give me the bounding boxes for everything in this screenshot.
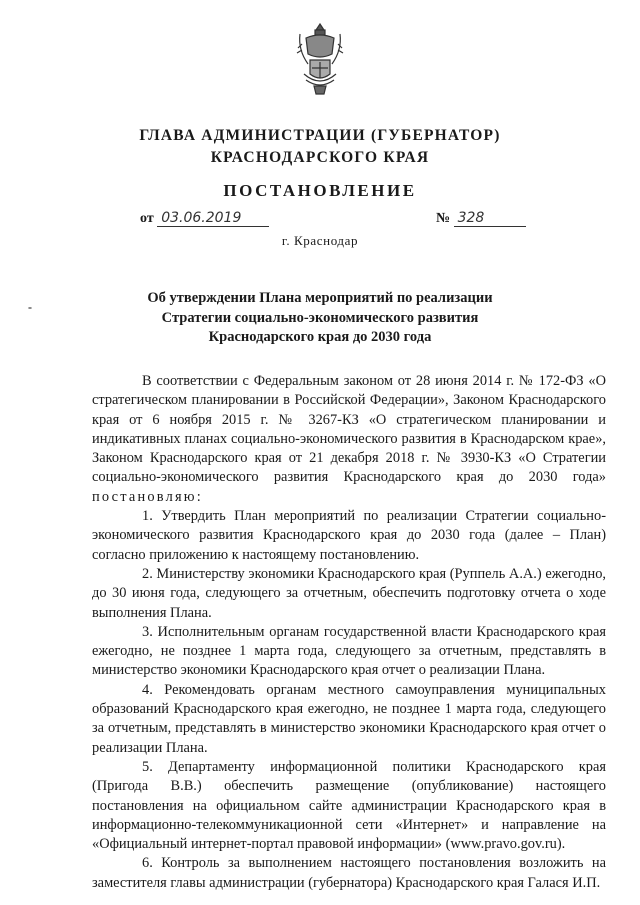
document-body (92, 372, 606, 893)
title-line1: Об утверждении Плана мероприятий по реализации (147, 290, 493, 306)
number-row (436, 210, 526, 227)
city-name: г. Краснодар (281, 233, 359, 248)
issuer-title-line1: ГЛАВА АДМИНИСТРАЦИИ (ГУБЕРНАТОР) (139, 127, 501, 144)
item-5: 5. Департаменту информационной политики Краснодарского края (Пригода В.В.) обеспечить размещение (опубликование) настоящего постановления на официальном сайте администрации Краснодарского края в информационно-телекоммуникационной сети «Интернет» и направление на «Официальный интернет-портал правовой информации» (www.pravo.gov.ru). (92, 758, 606, 853)
item-6: 6. Контроль за выполнением настоящего постановления возложить на заместителя главы администрации (губернатора) Краснодарского края Галася И.П. (92, 855, 606, 891)
item-3: 3. Исполнительным органам государственной власти Краснодарского края ежегодно, не позднее 1 марта года, следующего за отчетным, представлять в министерство экономики Краснодарского края отчет о реализации Плана. (92, 623, 606, 679)
coat-of-arms-emblem (296, 20, 344, 100)
title-line2: Стратегии социально-экономического развития (161, 309, 479, 326)
preamble-paragraph (92, 372, 606, 507)
margin-dash-mark: - (28, 300, 32, 314)
handwritten-number: 328 (454, 210, 526, 227)
document-type: ПОСТАНОВЛЕНИЕ (223, 181, 417, 200)
preamble-text: В соответствии с Федеральным законом от 28 июня 2014 г. № 172-ФЗ «О стратегическом планировании в Российской Федерации», Законом Краснодарского края от 6 ноября 2015 г. № 3267-КЗ «О стратегическом планировании и индикативных планах социально-экономического развития в Краснодарском крае», Законом Краснодарского края от 21 декабря 2018 г. № 3930-КЗ «О Стратегии социально-экономического развития Краснодарского края до 2030 года» (92, 373, 606, 486)
number-prefix: № (436, 211, 451, 226)
item-2: 2. Министерству экономики Краснодарского края (Руппель А.А.) ежегодно, до 30 июня года, следующего за отчетным, обеспечить подготовку отчета о ходе выполнения Плана. (92, 565, 606, 621)
document-title (0, 289, 640, 348)
item-4: 4. Рекомендовать органам местного самоуправления муниципальных образований Краснодарского края ежегодно, не позднее 1 марта года, следующего за отчетным, представлять в министерство экономики Краснодарского края отчет о реализации Плана. (92, 681, 606, 756)
decree-word: постановляю: (92, 488, 203, 505)
issuer-title-line2: КРАСНОДАРСКОГО КРАЯ (210, 149, 430, 166)
title-line3: Краснодарского края до 2030 года (208, 329, 432, 345)
item-1: 1. Утвердить План мероприятий по реализации Стратегии социально-экономического развития Краснодарского края до 2030 года (далее – План) согласно приложению к настоящему постановлению. (92, 508, 606, 563)
handwritten-date: 03.06.2019 (157, 210, 269, 227)
date-row (140, 210, 269, 227)
date-prefix: от (140, 211, 154, 226)
